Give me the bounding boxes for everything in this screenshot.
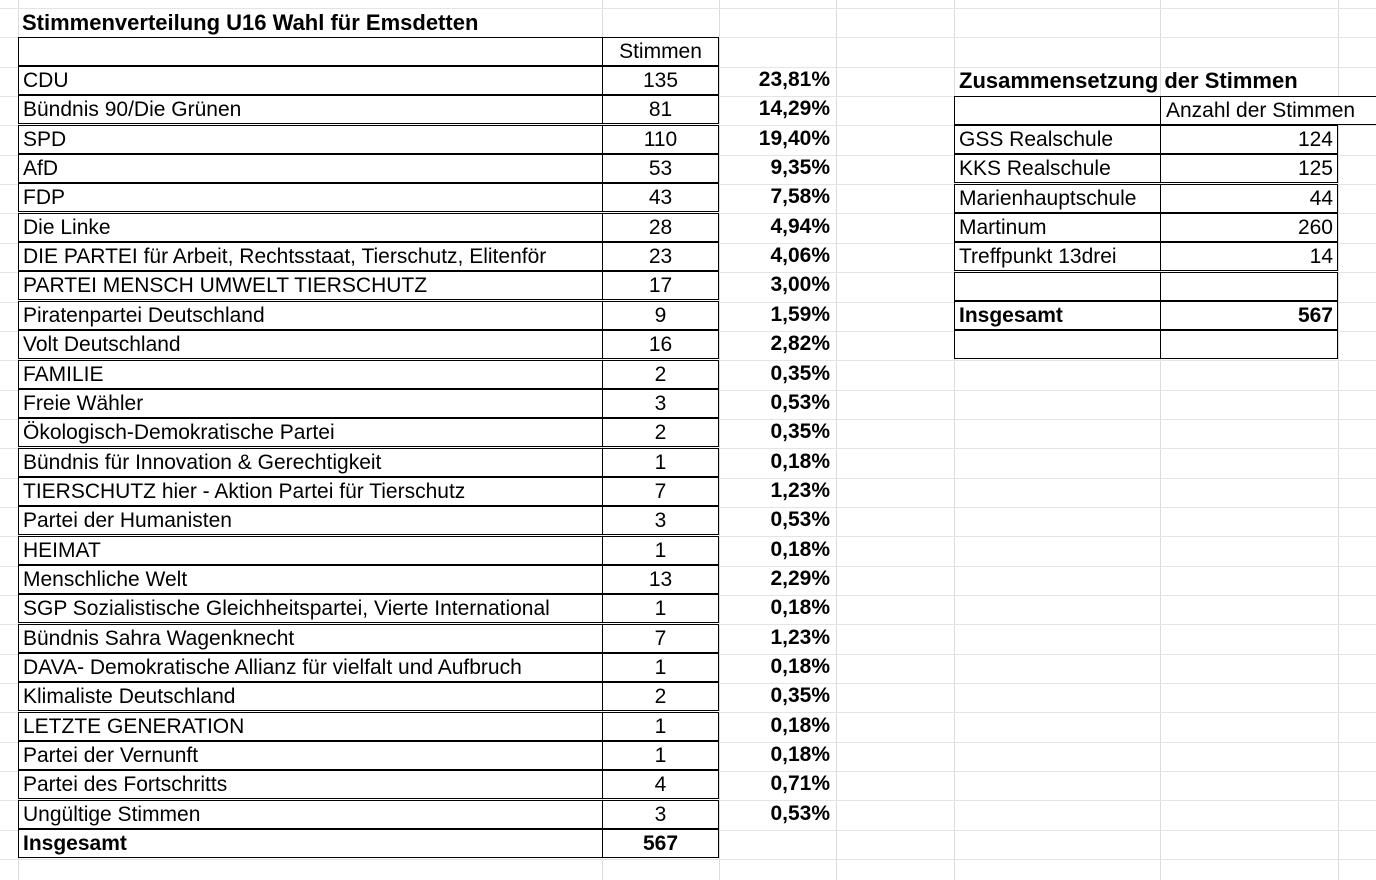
party-name[interactable]: DIE PARTEI für Arbeit, Rechtsstaat, Tierschutz, Elitenför — [18, 242, 603, 271]
school-name[interactable]: Marienhauptschule — [954, 184, 1161, 213]
party-name[interactable]: SGP Sozialistische Gleichheitspartei, Vierte International — [18, 594, 603, 623]
party-votes[interactable]: 7 — [602, 624, 719, 653]
party-votes[interactable]: 2 — [602, 360, 719, 389]
party-votes[interactable]: 16 — [602, 330, 719, 359]
party-percent[interactable]: 0,18% — [770, 655, 830, 678]
party-name[interactable]: Volt Deutschland — [18, 330, 603, 359]
school-name[interactable]: Martinum — [954, 213, 1161, 242]
school-count[interactable]: 125 — [1160, 154, 1338, 183]
party-votes[interactable]: 2 — [602, 682, 719, 711]
party-name[interactable]: TIERSCHUTZ hier - Aktion Partei für Tierschutz — [18, 477, 603, 506]
total-votes[interactable]: 567 — [602, 829, 719, 858]
school-count[interactable]: 260 — [1160, 213, 1338, 242]
party-name[interactable]: Piratenpartei Deutschland — [18, 301, 603, 330]
party-percent[interactable]: 0,53% — [770, 508, 830, 531]
party-name[interactable]: PARTEI MENSCH UMWELT TIERSCHUTZ — [18, 271, 603, 300]
party-percent[interactable]: 7,58% — [770, 185, 830, 208]
party-name[interactable]: LETZTE GENERATION — [18, 712, 603, 741]
party-name[interactable]: HEIMAT — [18, 536, 603, 565]
party-percent[interactable]: 0,18% — [770, 450, 830, 473]
party-name[interactable]: Ungültige Stimmen — [18, 800, 603, 829]
school-count[interactable]: 124 — [1160, 125, 1338, 154]
empty-cell[interactable] — [954, 330, 1161, 359]
party-name[interactable]: FAMILIE — [18, 360, 603, 389]
empty-header-cell[interactable] — [18, 37, 603, 66]
party-votes[interactable]: 3 — [602, 506, 719, 535]
party-votes[interactable]: 1 — [602, 594, 719, 623]
party-percent[interactable]: 1,23% — [770, 479, 830, 502]
party-name[interactable]: AfD — [18, 154, 603, 183]
sheet-title: Stimmenverteilung U16 Wahl für Emsdetten — [22, 10, 479, 35]
party-name[interactable]: CDU — [18, 66, 603, 95]
party-percent[interactable]: 23,81% — [758, 68, 830, 91]
composition-total-label[interactable]: Insgesamt — [954, 301, 1161, 330]
school-name[interactable]: Treffpunkt 13drei — [954, 242, 1161, 271]
party-votes[interactable]: 135 — [602, 66, 719, 95]
party-votes[interactable]: 28 — [602, 213, 719, 242]
party-percent[interactable]: 0,18% — [770, 538, 830, 561]
party-votes[interactable]: 43 — [602, 183, 719, 212]
empty-cell[interactable] — [1160, 330, 1338, 359]
party-percent[interactable]: 1,59% — [770, 303, 830, 326]
party-percent[interactable]: 9,35% — [770, 156, 830, 179]
empty-cell[interactable] — [1160, 272, 1338, 301]
party-percent[interactable]: 0,53% — [770, 802, 830, 825]
party-percent[interactable]: 2,29% — [770, 567, 830, 590]
composition-title: Zusammensetzung der Stimmen — [959, 68, 1298, 93]
party-percent[interactable]: 0,18% — [770, 714, 830, 737]
party-votes[interactable]: 7 — [602, 477, 719, 506]
party-votes[interactable]: 81 — [602, 95, 719, 124]
school-name[interactable]: KKS Realschule — [954, 154, 1161, 183]
school-name[interactable]: GSS Realschule — [954, 125, 1161, 154]
composition-total-count[interactable]: 567 — [1160, 301, 1338, 330]
party-percent[interactable]: 4,06% — [770, 244, 830, 267]
party-percent[interactable]: 0,35% — [770, 362, 830, 385]
party-votes[interactable]: 3 — [602, 800, 719, 829]
party-name[interactable]: Partei des Fortschritts — [18, 770, 603, 799]
school-count[interactable]: 44 — [1160, 184, 1338, 213]
party-name[interactable]: Menschliche Welt — [18, 565, 603, 594]
party-percent[interactable]: 3,00% — [770, 273, 830, 296]
party-name[interactable]: Die Linke — [18, 213, 603, 242]
party-percent[interactable]: 14,29% — [758, 97, 830, 120]
party-votes[interactable]: 4 — [602, 770, 719, 799]
party-votes[interactable]: 53 — [602, 154, 719, 183]
composition-count-header[interactable]: Anzahl der Stimmen — [1160, 96, 1376, 125]
party-percent[interactable]: 0,35% — [770, 420, 830, 443]
party-percent[interactable]: 0,53% — [770, 391, 830, 414]
party-votes[interactable]: 1 — [602, 653, 719, 682]
party-votes[interactable]: 3 — [602, 389, 719, 418]
empty-cell[interactable] — [954, 272, 1161, 301]
party-votes[interactable]: 17 — [602, 271, 719, 300]
party-name[interactable]: Bündnis für Innovation & Gerechtigkeit — [18, 448, 603, 477]
party-name[interactable]: SPD — [18, 125, 603, 154]
party-votes[interactable]: 23 — [602, 242, 719, 271]
party-name[interactable]: Partei der Humanisten — [18, 506, 603, 535]
party-percent[interactable]: 0,71% — [770, 772, 830, 795]
party-name[interactable]: Bündnis Sahra Wagenknecht — [18, 624, 603, 653]
party-votes[interactable]: 13 — [602, 565, 719, 594]
party-votes[interactable]: 1 — [602, 712, 719, 741]
party-name[interactable]: Bündnis 90/Die Grünen — [18, 95, 603, 124]
party-votes[interactable]: 1 — [602, 536, 719, 565]
party-name[interactable]: Freie Wähler — [18, 389, 603, 418]
party-name[interactable]: DAVA- Demokratische Allianz für vielfalt und Aufbruch — [18, 653, 603, 682]
party-name[interactable]: Ökologisch-Demokratische Partei — [18, 418, 603, 447]
party-name[interactable]: Partei der Vernunft — [18, 741, 603, 770]
party-votes[interactable]: 1 — [602, 741, 719, 770]
party-name[interactable]: Klimaliste Deutschland — [18, 682, 603, 711]
party-percent[interactable]: 0,18% — [770, 596, 830, 619]
party-percent[interactable]: 4,94% — [770, 215, 830, 238]
party-name[interactable]: FDP — [18, 183, 603, 212]
composition-empty-header[interactable] — [954, 96, 1161, 125]
party-votes[interactable]: 2 — [602, 418, 719, 447]
party-percent[interactable]: 0,35% — [770, 684, 830, 707]
school-count[interactable]: 14 — [1160, 242, 1338, 271]
party-percent[interactable]: 2,82% — [770, 332, 830, 355]
total-label[interactable]: Insgesamt — [18, 829, 603, 858]
party-votes[interactable]: 1 — [602, 448, 719, 477]
party-votes[interactable]: 110 — [602, 125, 719, 154]
party-percent[interactable]: 0,18% — [770, 743, 830, 766]
party-percent[interactable]: 19,40% — [758, 127, 830, 150]
party-percent[interactable]: 1,23% — [770, 626, 830, 649]
votes-column-header[interactable]: Stimmen — [602, 37, 719, 66]
party-votes[interactable]: 9 — [602, 301, 719, 330]
